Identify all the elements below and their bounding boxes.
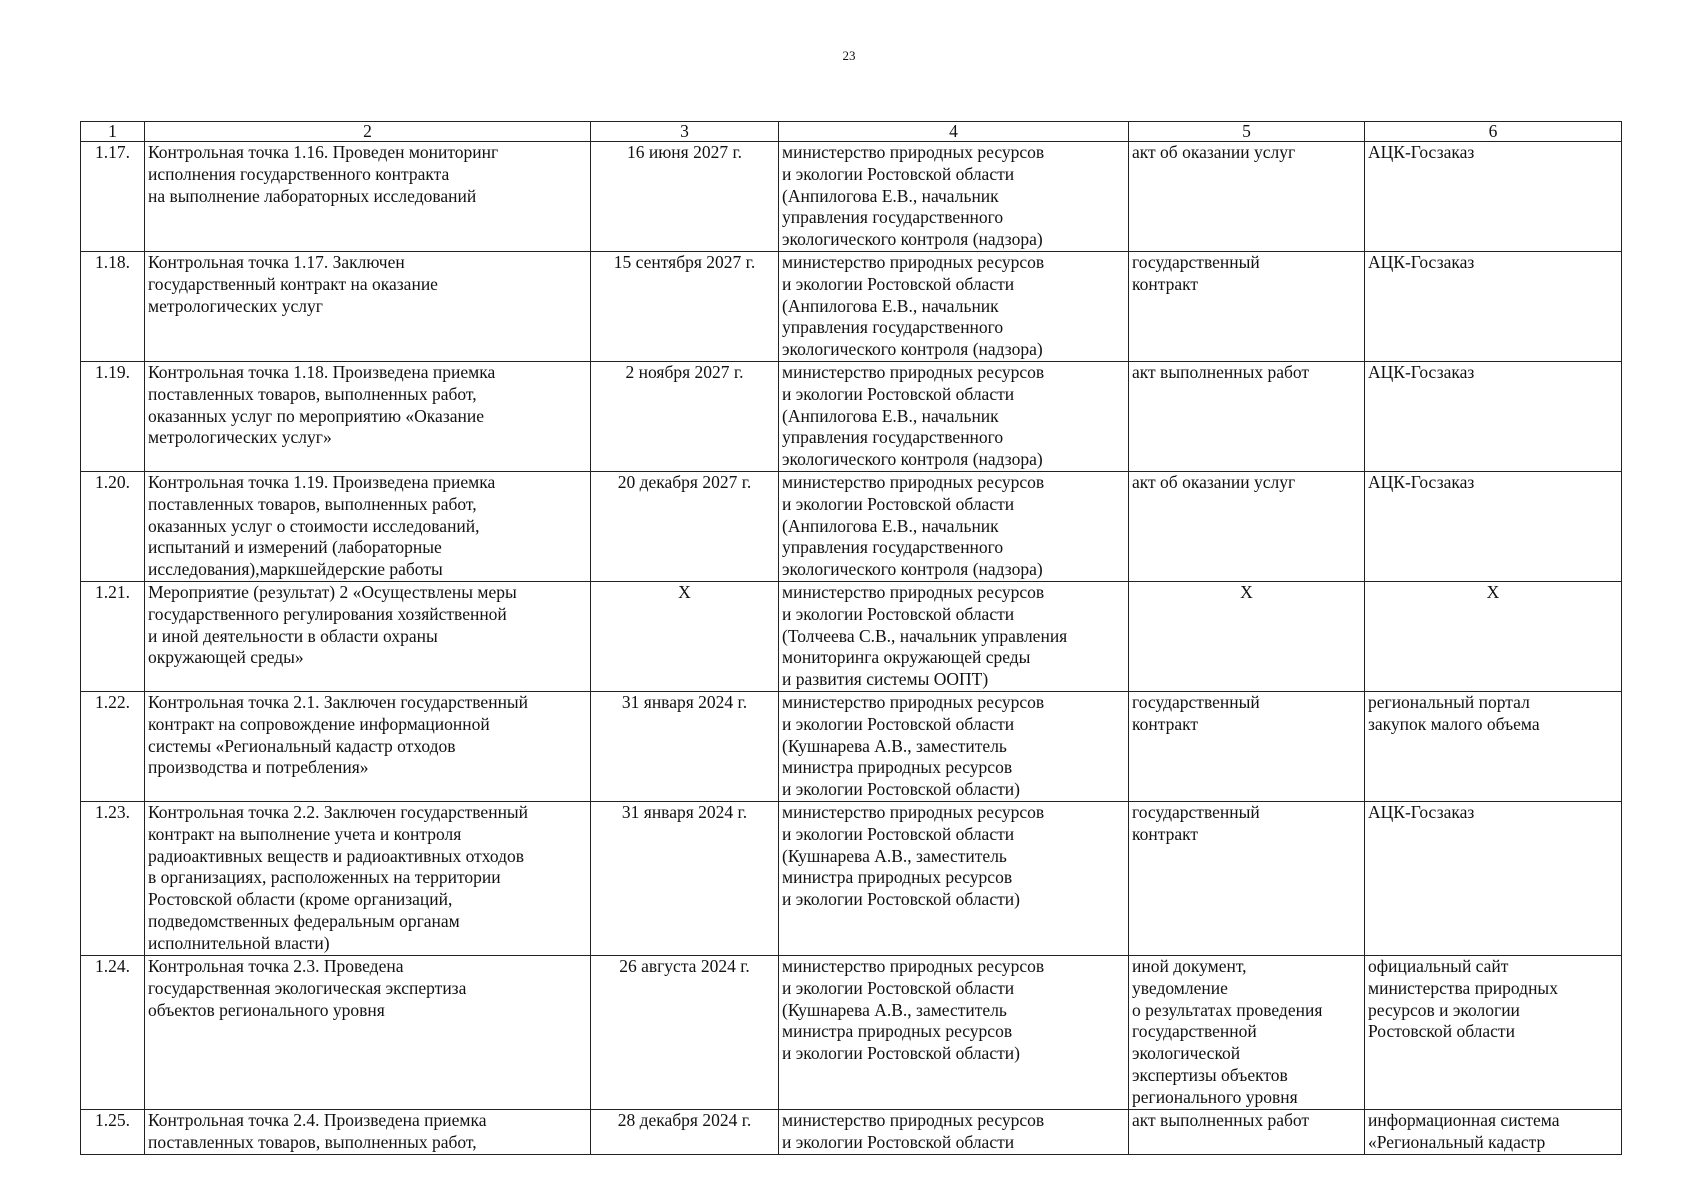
column-header: 4 (779, 122, 1129, 142)
system-cell: АЦК-Госзаказ (1365, 802, 1622, 956)
row-number: 1.23. (81, 802, 145, 956)
row-number: 1.19. (81, 362, 145, 472)
document-cell: государственный контракт (1129, 802, 1365, 956)
column-header: 6 (1365, 122, 1622, 142)
date-cell: 31 января 2024 г. (591, 692, 779, 802)
event-cell: Контрольная точка 2.4. Произведена приемка поставленных товаров, выполненных работ, (145, 1110, 591, 1155)
system-cell: АЦК-Госзаказ (1365, 142, 1622, 252)
responsible-cell: министерство природных ресурсов и экологии Ростовской области (Анпилогова Е.В., начальник управления государственного экологического контроля (надзора) (779, 252, 1129, 362)
document-cell: акт об оказании услуг (1129, 142, 1365, 252)
table-row (81, 472, 1622, 582)
date-cell: 2 ноября 2027 г. (591, 362, 779, 472)
responsible-cell: министерство природных ресурсов и экологии Ростовской области (Кушнарева А.В., заместитель министра природных ресурсов и экологии Ростовской области) (779, 802, 1129, 956)
system-cell: X (1365, 582, 1622, 692)
row-number: 1.18. (81, 252, 145, 362)
column-number-row (81, 122, 1622, 142)
table-row (81, 692, 1622, 802)
column-header: 1 (81, 122, 145, 142)
responsible-cell: министерство природных ресурсов и экологии Ростовской области (Анпилогова Е.В., начальник управления государственного экологического контроля (надзора) (779, 472, 1129, 582)
responsible-cell: министерство природных ресурсов и экологии Ростовской области (Кушнарева А.В., заместитель министра природных ресурсов и экологии Ростовской области) (779, 956, 1129, 1110)
document-cell: акт выполненных работ (1129, 362, 1365, 472)
row-number: 1.22. (81, 692, 145, 802)
event-cell: Мероприятие (результат) 2 «Осуществлены меры государственного регулирования хозяйственной и иной деятельности в области охраны окружающей среды» (145, 582, 591, 692)
date-cell: 31 января 2024 г. (591, 802, 779, 956)
system-cell: информационная система «Региональный кадастр (1365, 1110, 1622, 1155)
row-number: 1.17. (81, 142, 145, 252)
date-cell: 28 декабря 2024 г. (591, 1110, 779, 1155)
table-row (81, 142, 1622, 252)
row-number: 1.21. (81, 582, 145, 692)
system-cell: АЦК-Госзаказ (1365, 472, 1622, 582)
column-header: 3 (591, 122, 779, 142)
document-cell: иной документ, уведомление о результатах проведения государственной экологической экспертизы объектов регионального уровня (1129, 956, 1365, 1110)
document-cell: государственный контракт (1129, 252, 1365, 362)
responsible-cell: министерство природных ресурсов и экологии Ростовской области (779, 1110, 1129, 1155)
responsible-cell: министерство природных ресурсов и экологии Ростовской области (Анпилогова Е.В., начальник управления государственного экологического контроля (надзора) (779, 142, 1129, 252)
document-cell: акт об оказании услуг (1129, 472, 1365, 582)
column-header: 2 (145, 122, 591, 142)
document-cell: X (1129, 582, 1365, 692)
responsible-cell: министерство природных ресурсов и экологии Ростовской области (Анпилогова Е.В., начальник управления государственного экологического контроля (надзора) (779, 362, 1129, 472)
row-number: 1.25. (81, 1110, 145, 1155)
event-cell: Контрольная точка 1.18. Произведена приемка поставленных товаров, выполненных работ, оказанных услуг по мероприятию «Оказание метрологических услуг» (145, 362, 591, 472)
date-cell: 26 августа 2024 г. (591, 956, 779, 1110)
column-header: 5 (1129, 122, 1365, 142)
event-cell: Контрольная точка 1.16. Проведен мониторинг исполнения государственного контракта на выполнение лабораторных исследований (145, 142, 591, 252)
date-cell: 15 сентября 2027 г. (591, 252, 779, 362)
table-row (81, 362, 1622, 472)
document-cell: акт выполненных работ (1129, 1110, 1365, 1155)
event-cell: Контрольная точка 1.19. Произведена приемка поставленных товаров, выполненных работ, оказанных услуг о стоимости исследований, испытаний и измерений (лабораторные исследования),маркшейдерские работы (145, 472, 591, 582)
page-number: 23 (842, 48, 856, 63)
system-cell: официальный сайт министерства природных ресурсов и экологии Ростовской области (1365, 956, 1622, 1110)
date-cell: X (591, 582, 779, 692)
responsible-cell: министерство природных ресурсов и экологии Ростовской области (Толчеева С.В., начальник управления мониторинга окружающей среды и развития системы ООПТ) (779, 582, 1129, 692)
table-row (81, 1110, 1622, 1155)
date-cell: 20 декабря 2027 г. (591, 472, 779, 582)
system-cell: АЦК-Госзаказ (1365, 252, 1622, 362)
document-cell: государственный контракт (1129, 692, 1365, 802)
event-cell: Контрольная точка 1.17. Заключен государственный контракт на оказание метрологических услуг (145, 252, 591, 362)
event-cell: Контрольная точка 2.2. Заключен государственный контракт на выполнение учета и контроля радиоактивных веществ и радиоактивных отходов в организациях, расположенных на территории Ростовской области (кроме организаций, подведомственных федеральным органам исполнительной власти) (145, 802, 591, 956)
responsible-cell: министерство природных ресурсов и экологии Ростовской области (Кушнарева А.В., заместитель министра природных ресурсов и экологии Ростовской области) (779, 692, 1129, 802)
event-cell: Контрольная точка 2.3. Проведена государственная экологическая экспертиза объектов регионального уровня (145, 956, 591, 1110)
system-cell: региональный портал закупок малого объема (1365, 692, 1622, 802)
system-cell: АЦК-Госзаказ (1365, 362, 1622, 472)
row-number: 1.20. (81, 472, 145, 582)
control-points-table (80, 121, 1622, 1155)
date-cell: 16 июня 2027 г. (591, 142, 779, 252)
table-row (81, 956, 1622, 1110)
row-number: 1.24. (81, 956, 145, 1110)
event-cell: Контрольная точка 2.1. Заключен государственный контракт на сопровождение информационной системы «Региональный кадастр отходов производства и потребления» (145, 692, 591, 802)
table-row (81, 582, 1622, 692)
table-row (81, 802, 1622, 956)
table-row (81, 252, 1622, 362)
